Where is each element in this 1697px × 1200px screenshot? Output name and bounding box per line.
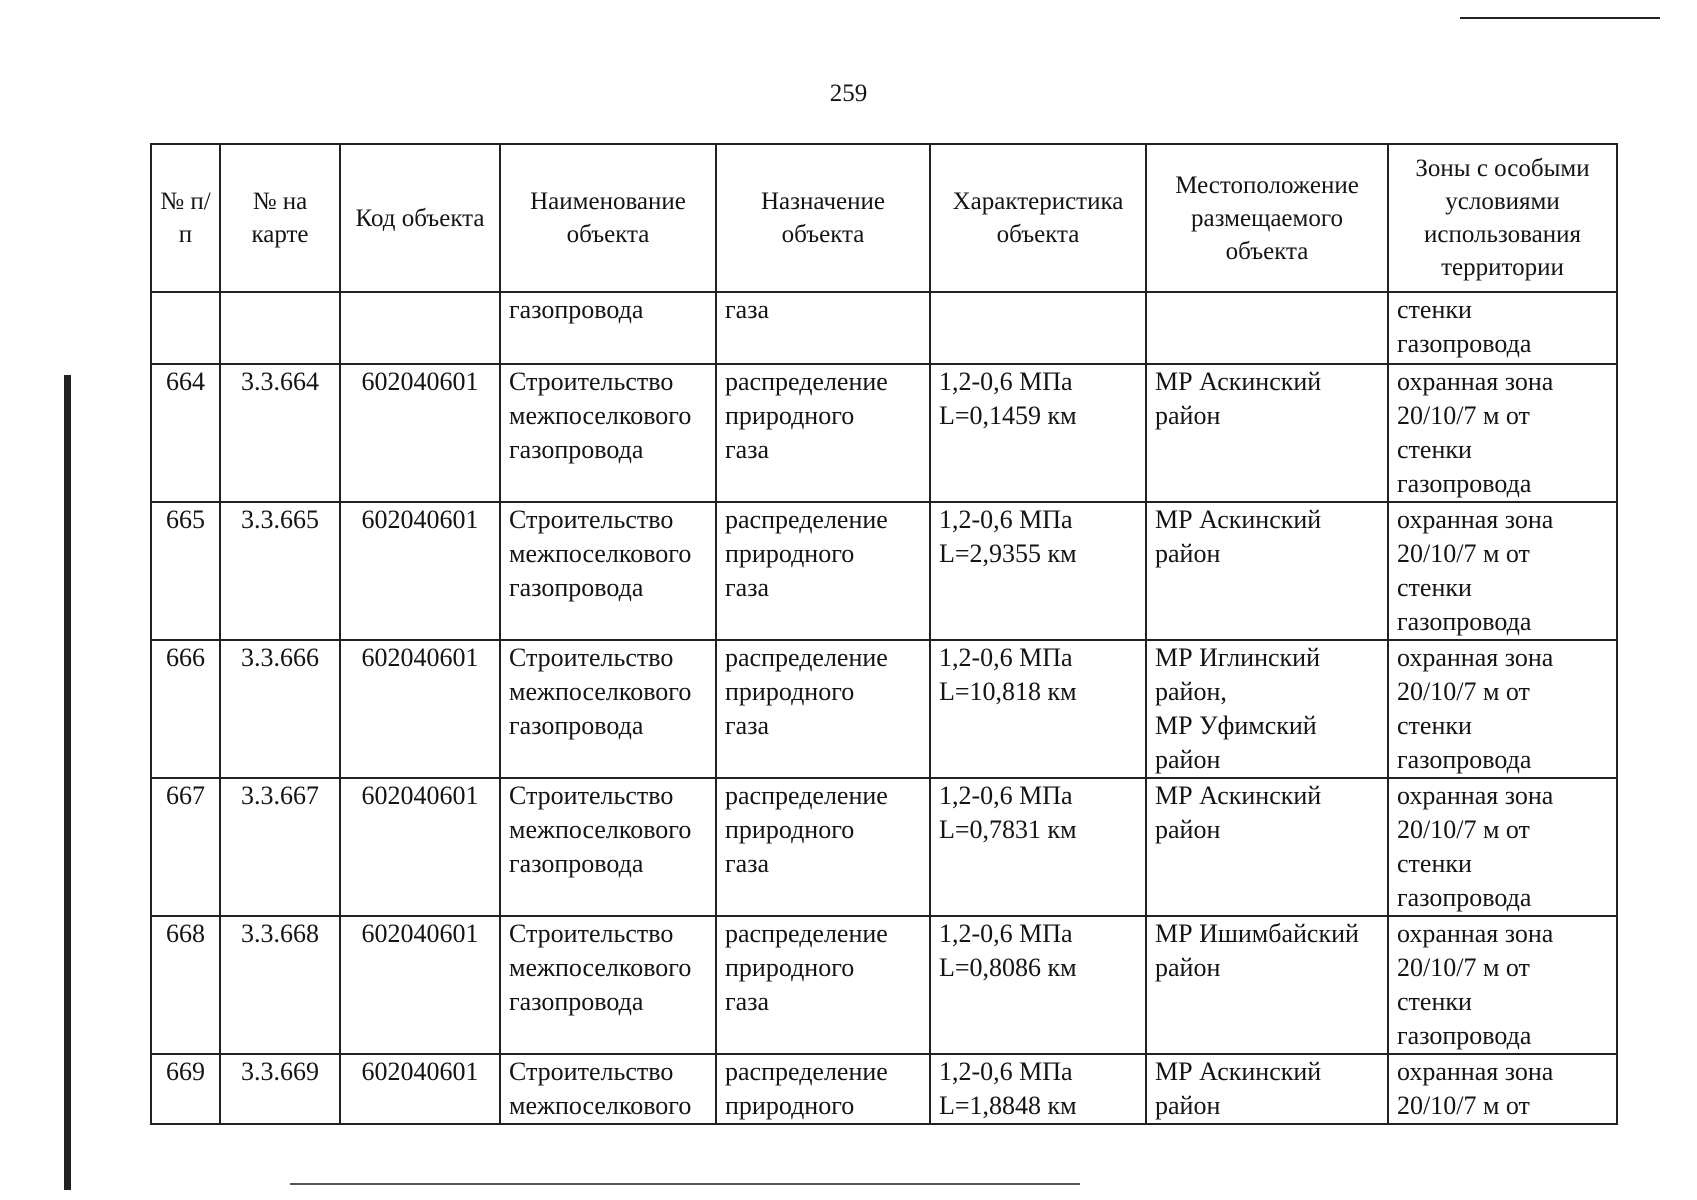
cell-object-characteristic: 1,2-0,6 МПа L=10,818 км: [930, 640, 1146, 778]
cell-object-code: 602040601: [340, 1054, 500, 1124]
table-row-continuation: [151, 292, 1617, 364]
cell-map-number: [220, 292, 340, 364]
table-row: [151, 364, 1617, 502]
cell-number: 665: [151, 502, 220, 640]
table-row: [151, 778, 1617, 916]
cell-map-number: 3.3.668: [220, 916, 340, 1054]
cell-object-characteristic: 1,2-0,6 МПа L=0,8086 км: [930, 916, 1146, 1054]
cell-object-characteristic: 1,2-0,6 МПа L=1,8848 км: [930, 1054, 1146, 1124]
cell-object-name: Строительство межпоселкового газопровода: [500, 640, 716, 778]
cell-object-characteristic: 1,2-0,6 МПа L=0,1459 км: [930, 364, 1146, 502]
cell-object-location: МР Аскинский район: [1146, 778, 1388, 916]
cell-object-name: газопровода: [500, 292, 716, 364]
cell-special-zones: охранная зона 20/10/7 м от стенки газопровода: [1388, 502, 1617, 640]
cell-object-characteristic: [930, 292, 1146, 364]
objects-table: [150, 143, 1618, 1125]
scan-top-border: [1460, 17, 1660, 19]
cell-object-purpose: распределение природного газа: [716, 778, 930, 916]
cell-special-zones: охранная зона 20/10/7 м от стенки газопровода: [1388, 640, 1617, 778]
cell-object-code: 602040601: [340, 916, 500, 1054]
cell-number: 667: [151, 778, 220, 916]
header-object-code: Код объекта: [340, 144, 500, 292]
header-object-name: Наименование объекта: [500, 144, 716, 292]
cell-object-location: [1146, 292, 1388, 364]
cell-special-zones: охранная зона 20/10/7 м от стенки газопровода: [1388, 364, 1617, 502]
cell-object-name: Строительство межпоселкового газопровода: [500, 502, 716, 640]
cell-object-purpose: распределение природного газа: [716, 640, 930, 778]
header-object-location: Местоположение размещаемого объекта: [1146, 144, 1388, 292]
scan-bottom-rule: [290, 1183, 1080, 1185]
cell-object-location: МР Аскинский район: [1146, 1054, 1388, 1124]
cell-number: [151, 292, 220, 364]
cell-object-location: МР Аскинский район: [1146, 502, 1388, 640]
cell-object-name: Строительство межпоселкового газопровода: [500, 364, 716, 502]
cell-object-purpose: распределение природного газа: [716, 916, 930, 1054]
table-row: [151, 916, 1617, 1054]
cell-number: 668: [151, 916, 220, 1054]
cell-object-purpose: газа: [716, 292, 930, 364]
table-row: [151, 1054, 1617, 1124]
cell-map-number: 3.3.664: [220, 364, 340, 502]
cell-object-characteristic: 1,2-0,6 МПа L=2,9355 км: [930, 502, 1146, 640]
cell-object-code: 602040601: [340, 640, 500, 778]
cell-number: 669: [151, 1054, 220, 1124]
cell-object-purpose: распределение природного газа: [716, 364, 930, 502]
cell-object-name: Строительство межпоселкового газопровода: [500, 916, 716, 1054]
cell-map-number: 3.3.669: [220, 1054, 340, 1124]
header-map-number: № на карте: [220, 144, 340, 292]
cell-special-zones: стенки газопровода: [1388, 292, 1617, 364]
header-special-zones: Зоны с особыми условиями использования территории: [1388, 144, 1617, 292]
cell-object-code: 602040601: [340, 502, 500, 640]
scan-left-margin-bar: [64, 375, 71, 1190]
header-object-purpose: Назначение объекта: [716, 144, 930, 292]
cell-object-purpose: распределение природного: [716, 1054, 930, 1124]
cell-object-code: 602040601: [340, 364, 500, 502]
cell-object-location: МР Ишимбайский район: [1146, 916, 1388, 1054]
page-number: 259: [829, 80, 868, 107]
cell-object-purpose: распределение природного газа: [716, 502, 930, 640]
cell-object-name: Строительство межпоселкового: [500, 1054, 716, 1124]
header-number: № п/п: [151, 144, 220, 292]
cell-object-name: Строительство межпоселкового газопровода: [500, 778, 716, 916]
cell-object-location: МР Иглинский район, МР Уфимский район: [1146, 640, 1388, 778]
table-header-row: [151, 144, 1617, 292]
cell-map-number: 3.3.665: [220, 502, 340, 640]
cell-special-zones: охранная зона 20/10/7 м от стенки газопровода: [1388, 916, 1617, 1054]
cell-special-zones: охранная зона 20/10/7 м от стенки газопровода: [1388, 778, 1617, 916]
cell-object-location: МР Аскинский район: [1146, 364, 1388, 502]
cell-object-code: 602040601: [340, 778, 500, 916]
cell-map-number: 3.3.666: [220, 640, 340, 778]
header-object-characteristic: Характеристика объекта: [930, 144, 1146, 292]
cell-number: 666: [151, 640, 220, 778]
cell-special-zones: охранная зона 20/10/7 м от: [1388, 1054, 1617, 1124]
table-row: [151, 640, 1617, 778]
cell-map-number: 3.3.667: [220, 778, 340, 916]
cell-object-characteristic: 1,2-0,6 МПа L=0,7831 км: [930, 778, 1146, 916]
table-row: [151, 502, 1617, 640]
cell-number: 664: [151, 364, 220, 502]
cell-object-code: [340, 292, 500, 364]
